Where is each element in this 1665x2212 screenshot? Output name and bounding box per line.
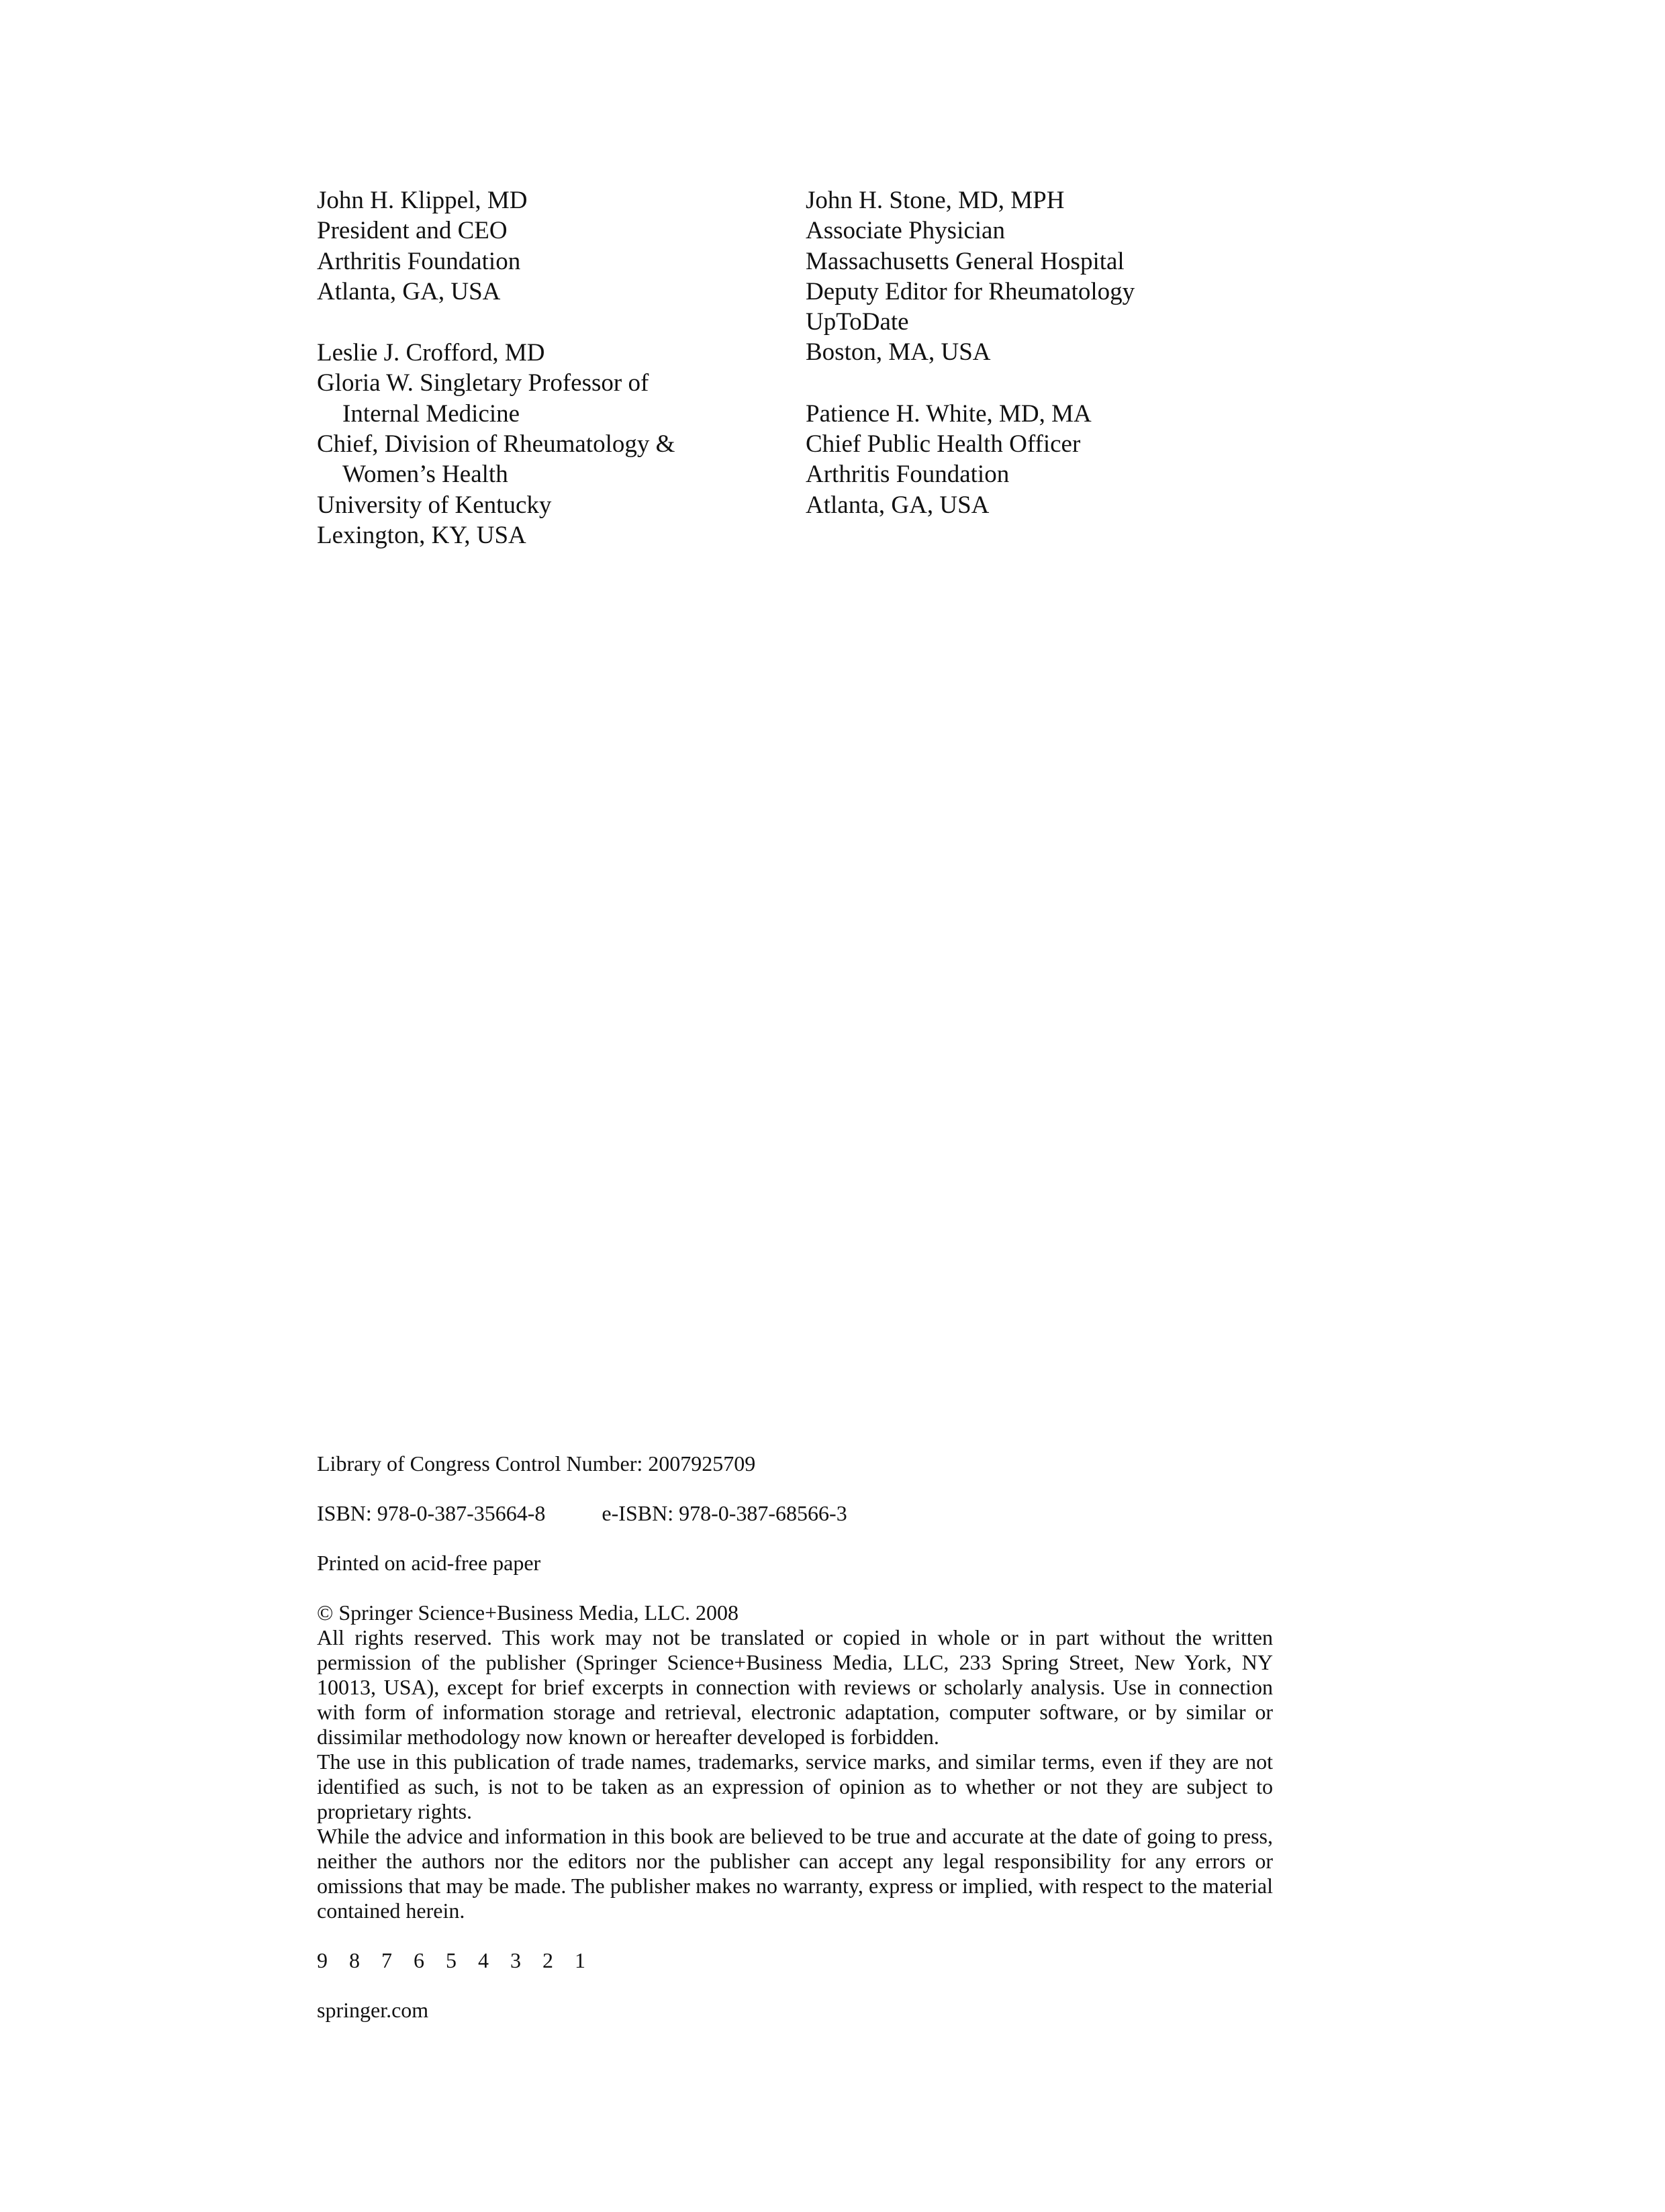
editor-block (806, 399, 1289, 520)
editor-block (806, 185, 1289, 368)
editors-left-column (317, 185, 800, 581)
rights-paragraph: The use in this publication of trade names, trademarks, service marks, and similar terms, even if they are not identified as such, is not to be taken as an expression of opinion as to whether or not they are subject to proprietary rights. (317, 1749, 1273, 1823)
isbn-print: ISBN: 978-0-387-35664-8 (317, 1501, 546, 1525)
printing-line: 9 8 7 6 5 4 3 2 1 (317, 1948, 593, 1972)
editor-block (317, 338, 800, 550)
editor-affiliation-line: President and CEO (317, 217, 508, 245)
editor-affiliation-line: UpToDate (806, 308, 909, 336)
editor-affiliation-line: Chief, Division of Rheumatology & (317, 430, 675, 459)
editor-affiliation-line: University of Kentucky (317, 491, 552, 519)
rights-paragraph: While the advice and information in this book are believed to be true and accurate at the date of going to press, neither the authors nor the editors nor the publisher can accept any legal responsibility for any errors or omissions that may be made. The publisher makes no warranty, express or implied, with respect to the material contained herein. (317, 1824, 1273, 1923)
lccn-line: Library of Congress Control Number: 2007925709 (317, 1451, 756, 1476)
editor-name: John H. Stone, MD, MPH (806, 187, 1065, 214)
editor-name: John H. Klippel, MD (317, 187, 528, 214)
editor-affiliation-line: Atlanta, GA, USA (806, 491, 990, 519)
editor-affiliation-line: Boston, MA, USA (806, 338, 991, 367)
isbn-row (317, 1501, 1273, 1526)
editor-block (317, 185, 800, 307)
isbn-electronic: e-ISBN: 978-0-387-68566-3 (602, 1501, 847, 1525)
editor-affiliation-line: Arthritis Foundation (806, 461, 1010, 489)
editors-right-column (806, 185, 1289, 551)
editor-affiliation-line: Gloria W. Singletary Professor of (317, 369, 649, 397)
copyright-notice (317, 1600, 1273, 1923)
editor-name: Patience H. White, MD, MA (806, 399, 1092, 428)
editor-affiliation-line: Lexington, KY, USA (317, 521, 526, 549)
editor-affiliation-line: Internal Medicine (342, 399, 520, 428)
copyright-line: © Springer Science+Business Media, LLC. 2008 (317, 1600, 739, 1625)
editor-affiliation-line: Massachusetts General Hospital (806, 247, 1125, 275)
paper-note: Printed on acid-free paper (317, 1551, 541, 1575)
editor-affiliation-line: Women’s Health (342, 461, 508, 489)
imprint-section (317, 1451, 1273, 2023)
editor-name: Leslie J. Crofford, MD (317, 339, 545, 367)
editor-affiliation-line: Atlanta, GA, USA (317, 277, 501, 305)
rights-paragraph: All rights reserved. This work may not be translated or copied in whole or in part without the written permission of the publisher (Springer Science+Business Media, LLC, 233 Spring Street, New York, NY 10013, USA), except for brief excerpts in connection with reviews or scholarly analysis. Use in connection with form of information storage and retrieval, electronic adaptation, computer software, or by similar or dissimilar methodology now known or hereafter developed is forbidden. (317, 1625, 1273, 1749)
editor-affiliation-line: Arthritis Foundation (317, 247, 521, 275)
publisher-website: springer.com (317, 1998, 429, 2022)
editor-affiliation-line: Chief Public Health Officer (806, 430, 1081, 459)
editor-affiliation-line: Associate Physician (806, 217, 1005, 245)
editor-affiliation-line: Deputy Editor for Rheumatology (806, 277, 1135, 305)
